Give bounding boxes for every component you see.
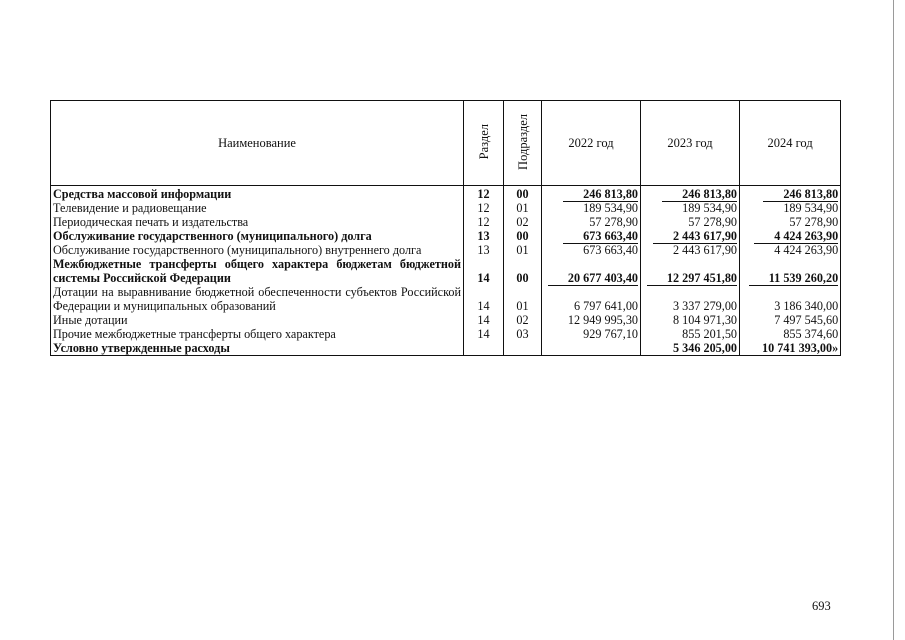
value-y2023: 57 278,90 <box>688 215 737 229</box>
table-row <box>51 285 841 313</box>
cell-y2022 <box>542 257 641 285</box>
value-y2023: 855 201,50 <box>682 327 737 341</box>
cell-name: Прочие межбюджетные трансферты общего характера <box>51 327 464 341</box>
cell-razdel: 12 <box>464 201 504 215</box>
value-y2022: 189 534,90 <box>583 201 638 215</box>
cell-y2023 <box>641 257 740 285</box>
cell-y2024 <box>740 257 841 285</box>
cell-podrazdel: 00 <box>504 257 542 285</box>
cell-name: Средства массовой информации <box>51 186 464 202</box>
cell-y2024 <box>740 341 841 356</box>
cell-razdel: 12 <box>464 186 504 202</box>
value-y2022: 12 949 995,30 <box>567 313 638 327</box>
value-y2022: 246 813,80 <box>563 187 638 202</box>
cell-name: Обслуживание государственного (муниципального) внутреннего долга <box>51 243 464 257</box>
cell-y2023 <box>641 327 740 341</box>
value-y2024: 4 424 263,90 <box>774 243 839 257</box>
header-2024: 2024 год <box>740 101 841 186</box>
value-y2023: 246 813,80 <box>662 187 737 202</box>
cell-podrazdel: 01 <box>504 243 542 257</box>
value-y2023: 12 297 451,80 <box>647 271 737 286</box>
scan-page-edge <box>893 0 894 640</box>
cell-y2023 <box>641 201 740 215</box>
cell-razdel: 14 <box>464 327 504 341</box>
table-row <box>51 243 841 257</box>
cell-y2024 <box>740 201 841 215</box>
cell-podrazdel: 00 <box>504 186 542 202</box>
cell-podrazdel: 03 <box>504 327 542 341</box>
cell-y2022 <box>542 201 641 215</box>
cell-podrazdel: 02 <box>504 215 542 229</box>
value-y2022 <box>618 341 638 355</box>
cell-name: Телевидение и радиовещание <box>51 201 464 215</box>
page-number: 693 <box>812 599 831 613</box>
cell-y2023 <box>641 285 740 313</box>
value-y2024: 10 741 393,00» <box>742 341 838 356</box>
table-header-row <box>51 101 841 186</box>
cell-y2022 <box>542 285 641 313</box>
cell-razdel: 14 <box>464 285 504 313</box>
cell-razdel: 12 <box>464 215 504 229</box>
cell-y2024 <box>740 215 841 229</box>
value-y2022: 673 663,40 <box>563 229 638 244</box>
cell-y2024 <box>740 285 841 313</box>
header-2022: 2022 год <box>542 101 641 186</box>
cell-y2024 <box>740 313 841 327</box>
cell-name: Периодическая печать и издательства <box>51 215 464 229</box>
cell-y2024 <box>740 186 841 202</box>
value-y2023: 3 337 279,00 <box>673 299 737 313</box>
cell-y2023 <box>641 215 740 229</box>
cell-y2022 <box>542 341 641 356</box>
cell-y2022 <box>542 313 641 327</box>
table-body <box>51 186 841 356</box>
budget-table <box>50 100 841 356</box>
cell-razdel: 14 <box>464 313 504 327</box>
value-y2022: 6 797 641,00 <box>574 299 638 313</box>
cell-razdel: 13 <box>464 243 504 257</box>
cell-y2023 <box>641 341 740 356</box>
value-y2024: 11 539 260,20 <box>749 271 838 286</box>
cell-y2024 <box>740 243 841 257</box>
value-y2024: 246 813,80 <box>763 187 838 202</box>
table-row <box>51 327 841 341</box>
cell-y2022 <box>542 215 641 229</box>
cell-podrazdel: 01 <box>504 201 542 215</box>
value-y2022: 673 663,40 <box>583 243 638 257</box>
value-y2022: 929 767,10 <box>583 327 638 341</box>
value-y2022: 57 278,90 <box>589 215 638 229</box>
cell-y2022 <box>542 243 641 257</box>
table-row <box>51 229 841 243</box>
cell-y2022 <box>542 327 641 341</box>
value-y2024: 57 278,90 <box>789 215 839 229</box>
header-2023: 2023 год <box>641 101 740 186</box>
table-row <box>51 313 841 327</box>
cell-podrazdel <box>504 341 542 356</box>
value-y2023: 2 443 617,90 <box>653 229 737 244</box>
value-y2023: 2 443 617,90 <box>673 243 737 257</box>
cell-y2022 <box>542 186 641 202</box>
value-y2023: 5 346 205,00 <box>653 341 737 356</box>
cell-y2023 <box>641 229 740 243</box>
header-razdel <box>464 101 504 186</box>
cell-razdel: 13 <box>464 229 504 243</box>
table-row <box>51 201 841 215</box>
value-y2024: 855 374,60 <box>783 327 839 341</box>
cell-podrazdel: 02 <box>504 313 542 327</box>
cell-razdel <box>464 341 504 356</box>
value-y2023: 8 104 971,30 <box>673 313 737 327</box>
value-y2024: 7 497 545,60 <box>774 313 839 327</box>
value-y2024: 4 424 263,90 <box>754 229 838 244</box>
cell-y2023 <box>641 186 740 202</box>
cell-y2024 <box>740 229 841 243</box>
header-podrazdel <box>504 101 542 186</box>
table-row <box>51 257 841 285</box>
value-y2024: 3 186 340,00 <box>774 299 839 313</box>
header-name: Наименование <box>51 101 464 186</box>
cell-name: Обслуживание государственного (муниципального) долга <box>51 229 464 243</box>
header-podrazdel-label: Подраздел <box>515 113 530 170</box>
cell-y2022 <box>542 229 641 243</box>
cell-podrazdel: 00 <box>504 229 542 243</box>
value-y2023: 189 534,90 <box>682 201 737 215</box>
cell-y2024 <box>740 327 841 341</box>
cell-name: Иные дотации <box>51 313 464 327</box>
header-razdel-label: Раздел <box>476 123 491 160</box>
value-y2022: 20 677 403,40 <box>548 271 638 286</box>
cell-name: Межбюджетные трансферты общего характера бюджетам бюджетной системы Российской Федерации <box>51 257 464 285</box>
cell-name: Условно утвержденные расходы <box>51 341 464 356</box>
cell-y2023 <box>641 313 740 327</box>
cell-razdel: 14 <box>464 257 504 285</box>
cell-name: Дотации на выравнивание бюджетной обеспеченности субъектов Российской Федерации и муниципальных образований <box>51 285 464 313</box>
cell-podrazdel: 01 <box>504 285 542 313</box>
table-row <box>51 215 841 229</box>
table-row <box>51 341 841 356</box>
value-y2024: 189 534,90 <box>783 201 839 215</box>
table-row <box>51 186 841 202</box>
cell-y2023 <box>641 243 740 257</box>
